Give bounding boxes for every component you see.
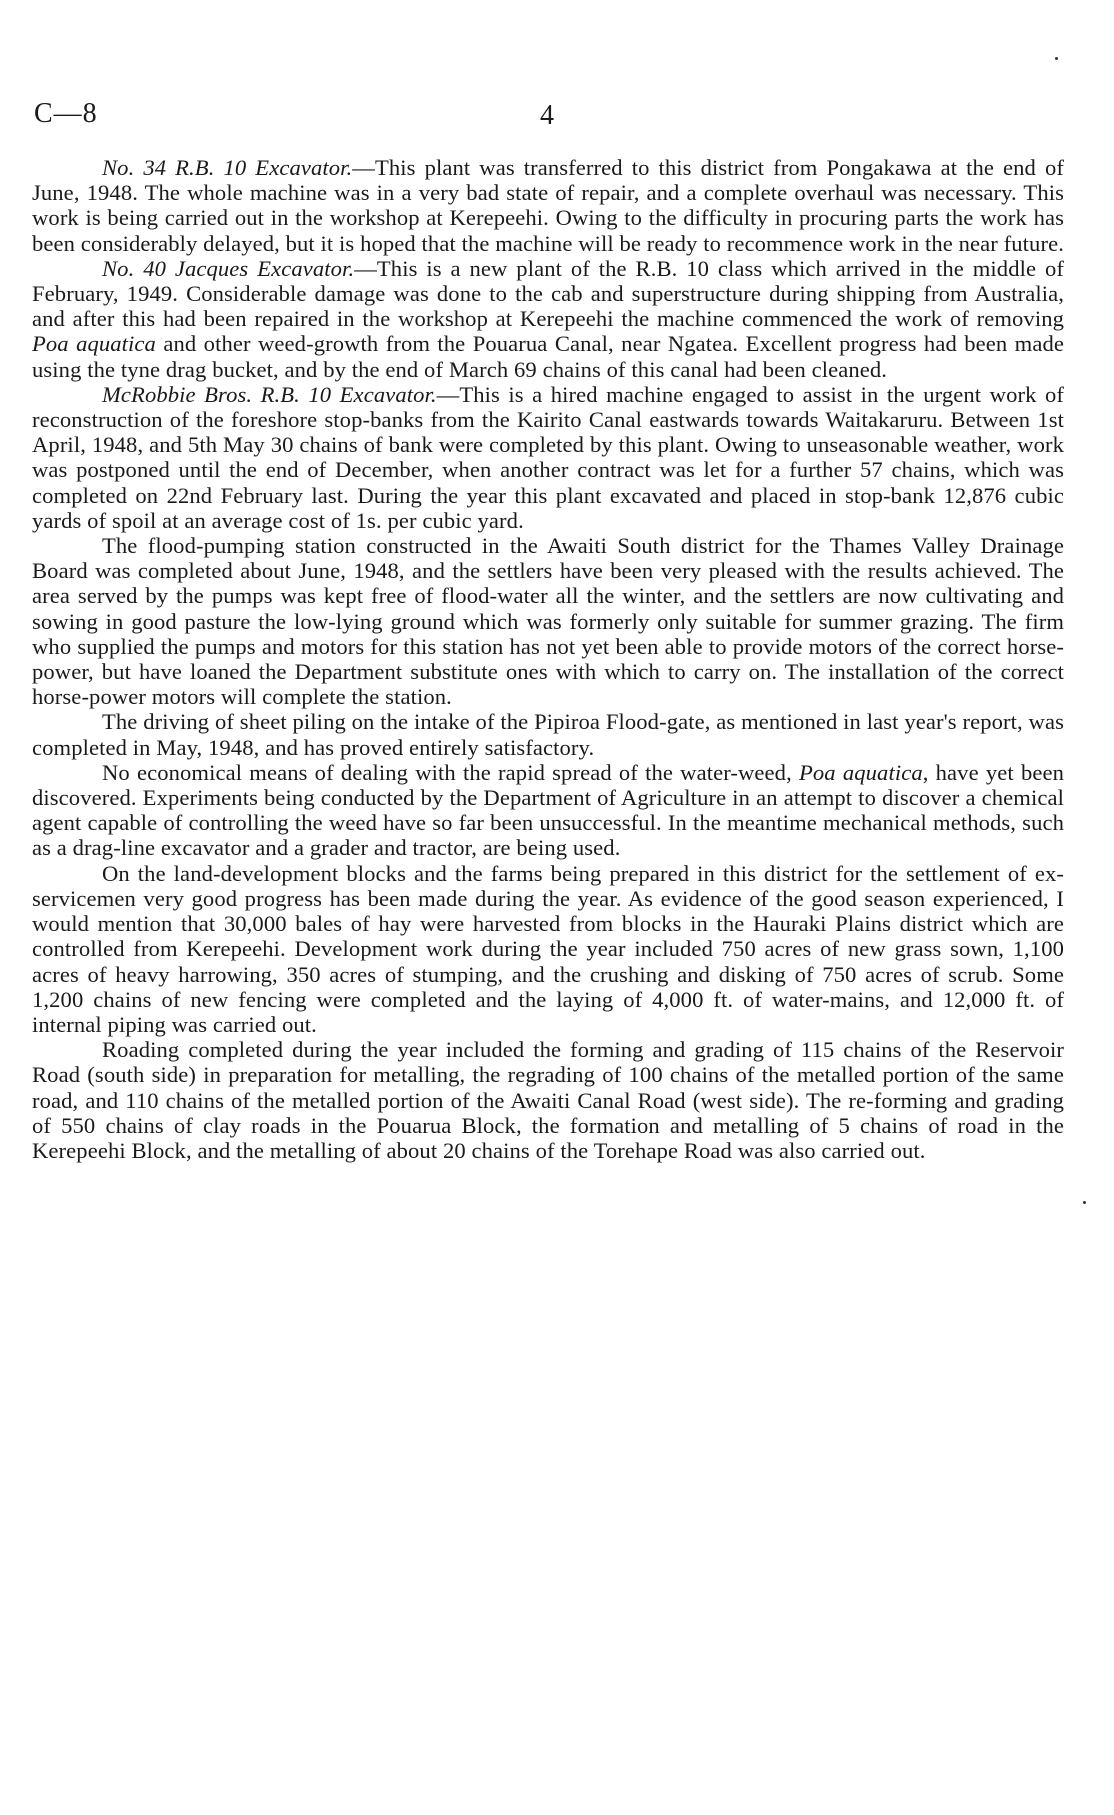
- scan-speck: [1083, 1201, 1086, 1204]
- species-name: Poa aquatica: [32, 331, 156, 357]
- page-number: 4: [540, 100, 554, 131]
- paragraph-text: On the land-development blocks and the farms being prepared in this district for the settlement of ex-servicemen very good progress has been made during the year. As evidence of the good season experienced, I would mention that 30,000 bales of hay were harvested from blocks in the Hauraki Plains district which are controlled from Kerepeehi. Development work during the year included 750 acres of new grass sown, 1,100 acres of heavy harrowing, 350 acres of stumping, and the crushing and disking of 750 acres of scrub. Some 1,200 chains of new fencing were completed and the laying of 4,000 ft. of water-mains, and 12,000 ft. of internal piping was carried out.: [32, 860, 1064, 1037]
- paragraph-text: and other weed-growth from the Pouarua Canal, near Ngatea. Excellent progress had been made using the tyne drag bucket, and by the end of March 69 chains of this canal had been cleaned.: [32, 331, 1065, 382]
- paragraph-sheet-piling: [32, 709, 1064, 759]
- paragraph-text: —This is a hired machine engaged to assist in the urgent work of reconstruction of the foreshore stop-banks from the Kairito Canal eastwards towards Waitakaruru. Between 1st April, 1948, and 5th May 30 chains of bank were completed by this plant. Owing to unseasonable weather, work was postponed until the end of December, when another contract was let for a further 57 chains, which was completed on 22nd February last. During the year this plant excavated and placed in stop-bank 12,876 cubic yards of spoil at an average cost of 1s. per cubic yard.: [32, 381, 1064, 533]
- paragraph-roading: [32, 1037, 1064, 1163]
- page-header: [34, 98, 1080, 138]
- paragraph-text: The flood-pumping station constructed in the Awaiti South district for the Thames Valley Drainage Board was completed about June, 1948, and the settlers have been very pleased with the results achieved. The area served by the pumps was kept free of flood-water all the winter, and the settlers are now cultivating and sowing in good pasture the low-lying ground which was formerly only suitable for summer grazing. The firm who supplied the pumps and motors for this station has not yet been able to provide motors of the correct horse-power, but have loaned the Department substitute ones with which to carry on. The installation of the correct horse-power motors will complete the station.: [32, 533, 1064, 710]
- paragraph-heading: No. 40 Jacques Excavator.: [102, 255, 355, 281]
- paragraph-text: No economical means of dealing with the rapid spread of the water-weed,: [102, 759, 799, 785]
- paragraph-text: The driving of sheet piling on the intake of the Pipiroa Flood-gate, as mentioned in last year's report, was completed in May, 1948, and has proved entirely satisfactory.: [32, 709, 1064, 760]
- paragraph-no34-excavator: [32, 155, 1064, 256]
- paragraph-text: —This plant was transferred to this district from Pongakawa at the end of June, 1948. The whole machine was in a very bad state of repair, and a complete overhaul was necessary. This work is being carried out in the workshop at Kerepeehi. Owing to the difficulty in procuring parts the work has been considerably delayed, but it is hoped that the machine will be ready to recommence work in the near future.: [32, 155, 1064, 256]
- body-text: [32, 155, 1064, 1163]
- paragraph-text: , have yet been discovered. Experiments being conducted by the Department of Agriculture in an attempt to discover a chemical agent capable of controlling the weed have so far been unsuccessful. In the meantime mechanical methods, such as a drag-line excavator and a grader and tractor, are being used.: [32, 759, 1064, 861]
- paragraph-mcrobbie-excavator: [32, 382, 1064, 533]
- paragraph-text: Roading completed during the year included the forming and grading of 115 chains of the Reservoir Road (south side) in preparation for metalling, the regrading of 100 chains of the metalled portion of the same road, and 110 chains of the metalled portion of the Awaiti Canal Road (west side). The re-forming and grading of 550 chains of clay roads in the Pouarua Block, the formation and metalling of 5 chains of road in the Kerepeehi Block, and the metalling of about 20 chains of the Torehape Road was also carried out.: [32, 1037, 1064, 1163]
- paragraph-heading: No. 34 R.B. 10 Excavator.: [102, 155, 353, 180]
- paragraph-heading: McRobbie Bros. R.B. 10 Excavator.: [102, 381, 437, 407]
- species-name: Poa aquatica: [799, 759, 923, 785]
- paragraph-text: —This is a new plant of the R.B. 10 class which arrived in the middle of February, 1949. Considerable damage was done to the cab and superstructure during shipping from Australia, and after this had been repaired in the workshop at Kerepeehi the machine commenced the work of removing: [32, 255, 1065, 332]
- paragraph-no40-excavator: [32, 256, 1064, 382]
- series-reference: C—8: [34, 98, 98, 129]
- paragraph-land-development: [32, 861, 1064, 1037]
- paragraph-water-weed: [32, 760, 1064, 861]
- paragraph-flood-pumping-station: [32, 533, 1064, 709]
- scan-speck: [1055, 57, 1058, 60]
